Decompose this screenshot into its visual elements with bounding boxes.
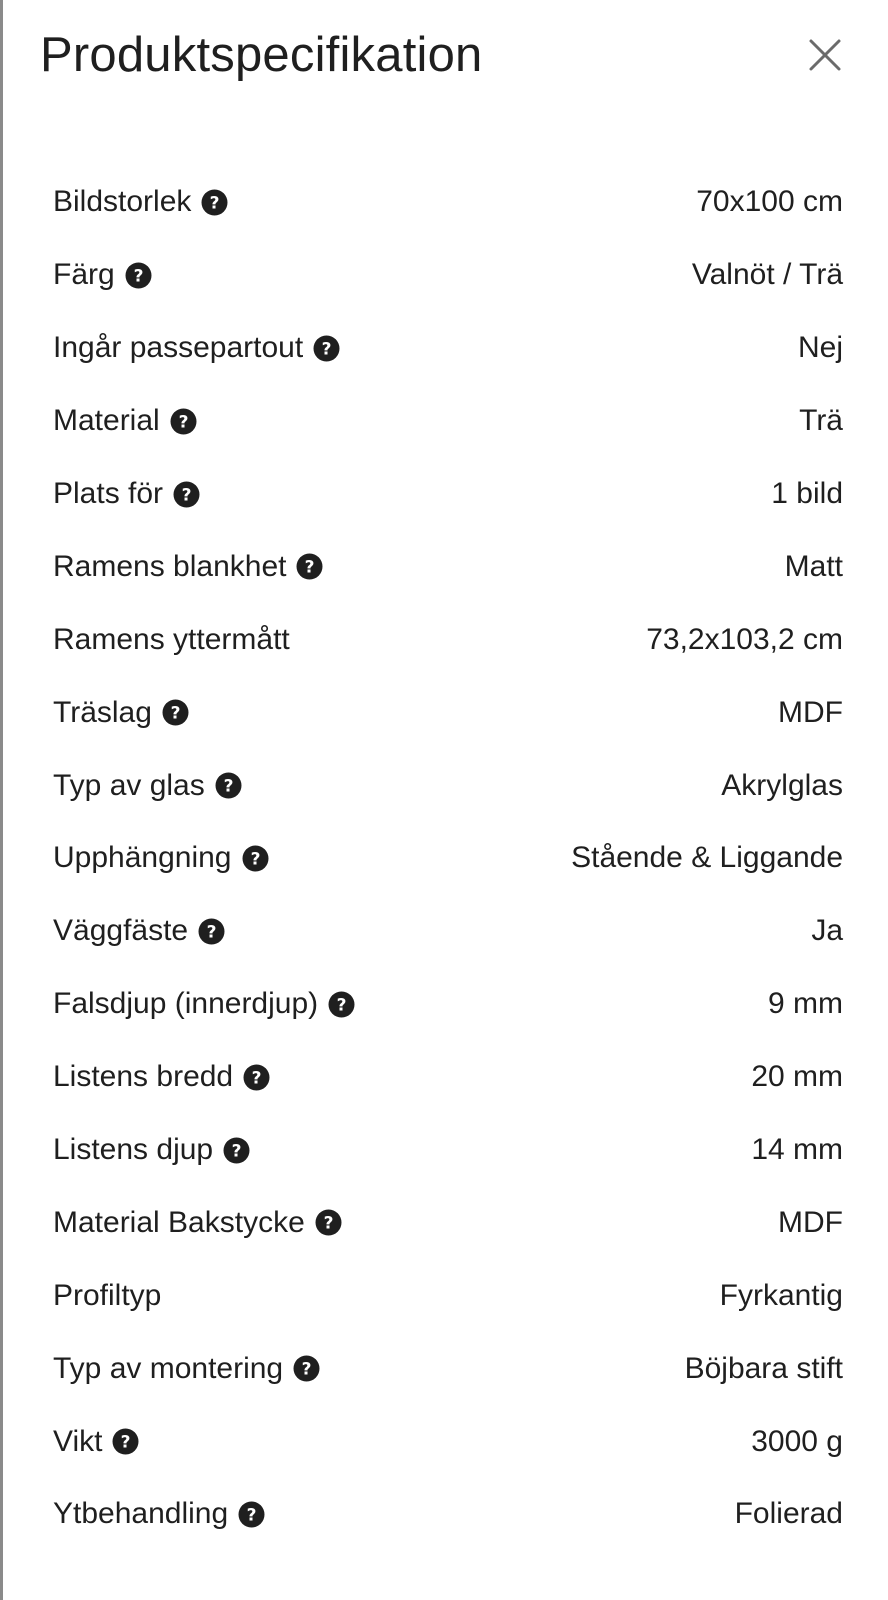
- spec-row-7: [53, 603, 843, 676]
- svg-text:?: ?: [170, 703, 181, 724]
- svg-text:?: ?: [206, 922, 217, 943]
- question-circle-icon[interactable]: [215, 772, 242, 799]
- spec-label-group: [53, 404, 197, 438]
- spec-row-16: [53, 1259, 843, 1332]
- spec-label: Träslag: [53, 695, 152, 729]
- spec-value: Akrylglas: [721, 768, 843, 802]
- spec-label: Listens djup: [53, 1133, 214, 1167]
- spec-label-group: [53, 550, 323, 584]
- spec-label: Ramens blankhet: [53, 549, 287, 583]
- spec-label-group: [53, 1060, 270, 1094]
- question-circle-icon[interactable]: [313, 335, 340, 362]
- spec-label-group: [53, 769, 242, 803]
- spec-value: Matt: [784, 549, 843, 583]
- question-circle-icon[interactable]: [293, 1355, 320, 1382]
- question-circle-icon[interactable]: [173, 481, 200, 508]
- svg-text:?: ?: [323, 1213, 334, 1234]
- spec-row-8: [53, 676, 843, 749]
- question-circle-icon[interactable]: [328, 991, 355, 1018]
- spec-label-group: [53, 841, 269, 875]
- question-circle-icon[interactable]: [223, 1137, 250, 1164]
- spec-value: Trä: [799, 404, 843, 438]
- spec-label: Material: [53, 404, 160, 438]
- close-button[interactable]: [808, 38, 842, 72]
- spec-value: 73,2x103,2 cm: [646, 622, 843, 656]
- spec-row-11: [53, 895, 843, 968]
- spec-label: Profiltyp: [53, 1278, 162, 1312]
- close-icon: [808, 38, 842, 72]
- spec-value: 14 mm: [751, 1133, 843, 1167]
- spec-value: Fyrkantig: [719, 1278, 843, 1312]
- svg-text:?: ?: [209, 193, 220, 214]
- spec-label-group: [53, 1352, 320, 1386]
- question-circle-icon[interactable]: [243, 1064, 270, 1091]
- question-circle-icon[interactable]: [238, 1501, 265, 1528]
- spec-label: Plats för: [53, 477, 164, 510]
- spec-label-group: [53, 987, 355, 1021]
- spec-label-group: [53, 696, 189, 730]
- spec-label: Ingår passepartout: [53, 331, 304, 365]
- spec-list: [53, 166, 843, 1551]
- spec-label: Falsdjup (innerdjup): [53, 987, 319, 1021]
- spec-row-2: [53, 239, 843, 312]
- spec-row-5: [53, 458, 843, 531]
- svg-text:?: ?: [305, 557, 315, 578]
- spec-value: 20 mm: [751, 1060, 843, 1094]
- spec-row-15: [53, 1186, 843, 1259]
- spec-row-3: [53, 312, 843, 385]
- spec-value: Valnöt / Trä: [691, 258, 843, 292]
- spec-row-10: [53, 822, 843, 895]
- question-circle-icon[interactable]: [162, 699, 189, 726]
- question-circle-icon[interactable]: [112, 1428, 139, 1455]
- spec-label-group: [53, 1497, 265, 1531]
- spec-row-12: [53, 968, 843, 1041]
- spec-label-group: [53, 914, 225, 948]
- spec-label: Listens bredd: [53, 1060, 234, 1094]
- svg-text:?: ?: [246, 1505, 257, 1526]
- spec-label: Ytbehandling: [53, 1497, 229, 1531]
- spec-row-14: [53, 1114, 843, 1187]
- spec-label: Väggfäste: [53, 914, 189, 948]
- svg-text:?: ?: [178, 412, 189, 433]
- spec-value: MDF: [778, 695, 843, 729]
- question-circle-icon[interactable]: [201, 189, 228, 216]
- question-circle-icon[interactable]: [242, 845, 269, 872]
- spec-label-group: [53, 1279, 161, 1313]
- svg-text:?: ?: [251, 1068, 262, 1089]
- spec-label: Material Bakstycke: [53, 1205, 305, 1239]
- spec-value: Böjbara stift: [684, 1351, 843, 1385]
- spec-value: Folierad: [734, 1497, 843, 1531]
- question-circle-icon[interactable]: [296, 553, 323, 580]
- svg-text:?: ?: [231, 1141, 242, 1162]
- question-circle-icon[interactable]: [198, 918, 225, 945]
- spec-label-group: [53, 185, 228, 219]
- spec-row-6: [53, 530, 843, 603]
- spec-label-group: [53, 258, 152, 292]
- svg-text:?: ?: [250, 849, 260, 870]
- question-circle-icon[interactable]: [170, 408, 197, 435]
- spec-label-group: [53, 623, 290, 657]
- spec-label-group: [53, 331, 340, 365]
- spec-row-9: [53, 749, 843, 822]
- svg-text:?: ?: [336, 995, 347, 1016]
- spec-row-18: [53, 1405, 843, 1478]
- svg-text:?: ?: [121, 1432, 131, 1453]
- question-circle-icon[interactable]: [125, 262, 152, 289]
- spec-value: 9 mm: [768, 987, 843, 1021]
- spec-label: Upphängning: [53, 841, 232, 875]
- spec-value: 3000 g: [751, 1424, 843, 1458]
- spec-label: Vikt: [53, 1424, 103, 1458]
- spec-row-19: [53, 1478, 843, 1551]
- spec-value: Ja: [811, 914, 843, 948]
- spec-value: Stående & Liggande: [571, 841, 843, 875]
- spec-label: Bildstorlek: [53, 185, 192, 219]
- spec-label: Färg: [53, 258, 115, 292]
- svg-text:?: ?: [321, 339, 332, 360]
- spec-row-1: [53, 166, 843, 239]
- page-title: Produktspecifikation: [40, 28, 483, 82]
- svg-text:?: ?: [133, 266, 144, 287]
- spec-value: Nej: [797, 331, 843, 365]
- spec-value: 70x100 cm: [696, 185, 843, 219]
- spec-label-group: [53, 1425, 139, 1459]
- spec-value: MDF: [778, 1205, 843, 1239]
- svg-text:?: ?: [301, 1359, 312, 1380]
- svg-text:?: ?: [223, 776, 234, 797]
- question-circle-icon[interactable]: [315, 1209, 342, 1236]
- spec-label-group: [53, 1206, 342, 1240]
- spec-label: Typ av glas: [53, 768, 205, 802]
- svg-text:?: ?: [181, 485, 192, 505]
- spec-label: Typ av montering: [53, 1351, 284, 1385]
- spec-label-group: [53, 477, 200, 511]
- spec-label: Ramens yttermått: [53, 622, 290, 656]
- spec-row-17: [53, 1332, 843, 1405]
- spec-row-13: [53, 1041, 843, 1114]
- spec-label-group: [53, 1133, 250, 1167]
- spec-row-4: [53, 385, 843, 458]
- spec-value: 1 bild: [771, 477, 843, 510]
